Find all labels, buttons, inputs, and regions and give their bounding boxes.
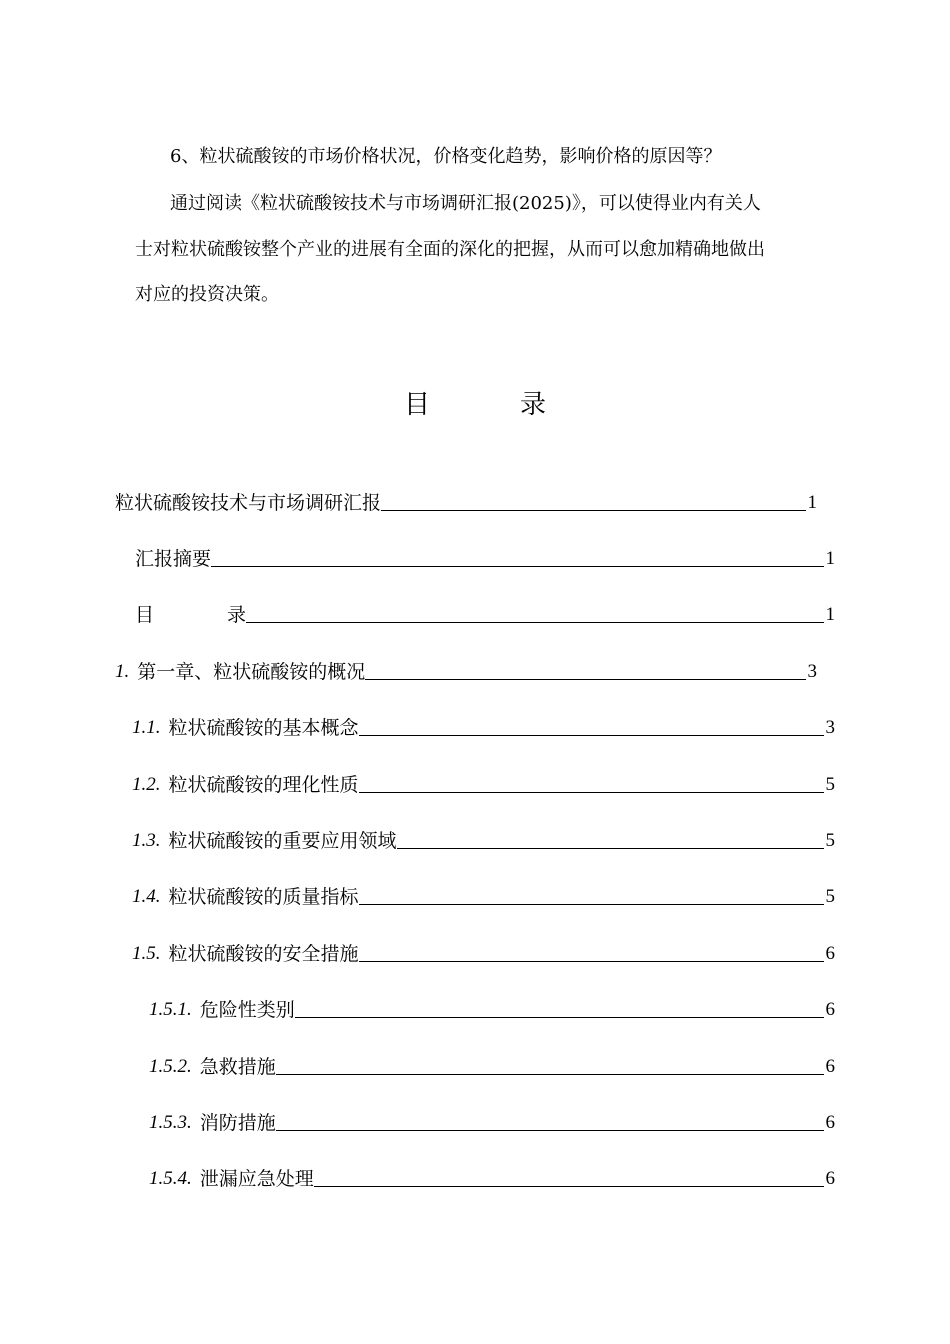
intro-line-3: 士对粒状硫酸铵整个产业的进展有全面的深化的把握，从而可以愈加精确地做出 [135, 239, 765, 260]
toc-entry-page: 5 [825, 886, 835, 907]
toc-entry[interactable] [132, 828, 835, 854]
toc-leader [276, 1074, 824, 1075]
toc-entry-text: 粒状硫酸铵的安全措施 [168, 943, 359, 965]
toc-leader [365, 679, 805, 680]
toc-entry-number: 1.5.4. [149, 1168, 192, 1189]
toc-leader [359, 735, 824, 736]
toc-entry-text: 粒状硫酸铵的质量指标 [168, 886, 359, 908]
toc-entry[interactable] [135, 602, 835, 628]
toc-entry-text: 粒状硫酸铵的基本概念 [168, 717, 359, 739]
toc-entry-text: 危险性类别 [199, 999, 295, 1021]
toc-entry-page: 1 [807, 492, 817, 513]
toc-leader [276, 1130, 824, 1131]
toc-entry-page: 1 [825, 548, 835, 569]
toc-entry-number: 1.5.1. [149, 999, 192, 1020]
toc-entry-page: 3 [825, 717, 835, 738]
toc-heading-char-2: 录 [520, 390, 547, 420]
toc-entry[interactable] [149, 1110, 835, 1136]
toc-entry-number: 1.1. [132, 717, 161, 738]
toc-entry-text: 消防措施 [199, 1112, 276, 1134]
toc-entry-text: 泄漏应急处理 [199, 1168, 314, 1190]
toc-entry-text: 目 录 [135, 604, 247, 626]
intro-line-4: 对应的投资决策。 [135, 284, 279, 305]
toc-entry-number: 1. [115, 661, 130, 682]
intro-line-1: 6、粒状硫酸铵的市场价格状况，价格变化趋势，影响价格的原因等？ [170, 146, 722, 167]
toc-entry-page: 1 [825, 604, 835, 625]
toc-heading-char-1: 目 [403, 390, 430, 420]
toc-leader [246, 622, 823, 623]
toc-entry-text: 粒状硫酸铵的理化性质 [168, 774, 359, 796]
toc-entry-page: 5 [825, 774, 835, 795]
toc-entry[interactable] [149, 1054, 835, 1080]
toc-entry-page: 5 [825, 830, 835, 851]
toc-entry-number: 1.3. [132, 830, 161, 851]
toc-entry[interactable] [132, 941, 835, 967]
toc-entry-number: 1.5. [132, 943, 161, 964]
toc-leader [211, 566, 823, 567]
toc-leader [314, 1186, 824, 1187]
toc-entry[interactable] [132, 884, 835, 910]
toc-entry[interactable] [115, 490, 817, 516]
toc-entry-number: 1.5.3. [149, 1112, 192, 1133]
toc-entry[interactable] [149, 997, 835, 1023]
toc-entry-text: 汇报摘要 [135, 548, 212, 570]
toc-entry-page: 6 [825, 999, 835, 1020]
toc-entry[interactable] [115, 659, 817, 685]
toc-entry[interactable] [135, 546, 835, 572]
toc-entry-page: 6 [825, 943, 835, 964]
toc-entry-text: 第一章、粒状硫酸铵的概况 [137, 661, 366, 683]
toc-entry-number: 1.4. [132, 886, 161, 907]
toc-entry-text: 急救措施 [199, 1056, 276, 1078]
toc-entry-page: 6 [825, 1112, 835, 1133]
toc-entry-page: 3 [807, 661, 817, 682]
toc-entry-number: 1.5.2. [149, 1056, 192, 1077]
toc-leader [359, 961, 824, 962]
toc-entry-page: 6 [825, 1056, 835, 1077]
toc-leader [397, 848, 824, 849]
toc-heading [0, 388, 950, 422]
toc-entry[interactable] [132, 715, 835, 741]
toc-leader [359, 792, 824, 793]
toc-entry[interactable] [132, 772, 835, 798]
toc-entry-text: 粒状硫酸铵技术与市场调研汇报 [115, 492, 382, 514]
toc-leader [295, 1017, 824, 1018]
toc-entry-page: 6 [825, 1168, 835, 1189]
toc-leader [381, 510, 805, 511]
toc-entry-text: 粒状硫酸铵的重要应用领域 [168, 830, 397, 852]
toc-leader [359, 904, 824, 905]
toc-entry[interactable] [149, 1166, 835, 1192]
intro-line-2: 通过阅读《粒状硫酸铵技术与市场调研汇报(2025)》，可以使得业内有关人 [170, 193, 761, 214]
toc-entry-number: 1.2. [132, 774, 161, 795]
